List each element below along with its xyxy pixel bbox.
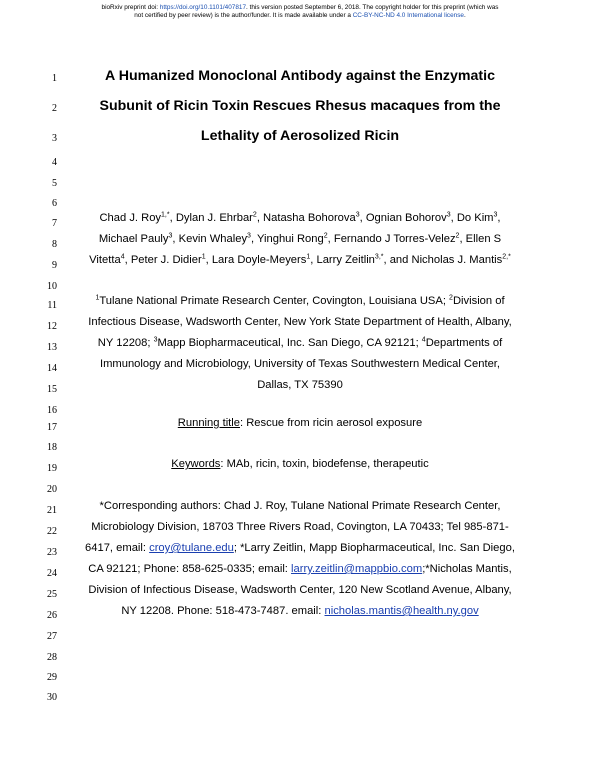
line-number: 30 <box>47 692 57 703</box>
preprint-header <box>0 4 600 20</box>
line-number: 19 <box>47 463 57 474</box>
author-name: Dylan J. Ehrbar <box>175 212 253 224</box>
keywords: Keywords: MAb, ricin, toxin, biodefense, therapeutic <box>171 458 429 470</box>
author-line-2: Michael Pauly$^3$, Kevin Whaley$^3$, Yinghui Rong$^2$, Fernando J Torres-Velez$^2$, Ellen S <box>98 232 502 245</box>
email-link-zeitlin[interactable]: larry.zeitlin@mappbio.com <box>291 563 423 575</box>
line-number: 28 <box>47 652 57 663</box>
line-number: 12 <box>47 321 57 332</box>
title-line-3: Lethality of Aerosolized Ricin <box>200 128 400 144</box>
author-name: Do Kim <box>456 212 494 224</box>
line-number: 18 <box>47 442 57 453</box>
line-number: 8 <box>52 239 57 250</box>
correspondence-line-1: *Corresponding authors: Chad J. Roy, Tulane National Primate Research Center, <box>99 500 501 512</box>
line-number: 17 <box>47 422 57 433</box>
author-affiliation: 1 <box>201 253 206 261</box>
author-name: Lara Doyle-Meyers <box>211 254 307 266</box>
author-name: Ellen S <box>465 233 502 245</box>
author-affiliation: 2 <box>252 211 257 219</box>
line-number: 22 <box>47 526 57 537</box>
correspondence-line-6: NY 12208. Phone: 518-473-7487. email: nicholas.mantis@health.ny.gov <box>121 605 479 617</box>
author-affiliation: 3 <box>446 211 451 219</box>
author-affiliation: 3 <box>247 232 251 240</box>
author-name: Vitetta <box>89 254 121 266</box>
author-affiliation: 4 <box>120 253 125 261</box>
line-number: 1 <box>52 73 57 84</box>
affiliation-line-5: Dallas, TX 75390 <box>257 379 343 391</box>
author-name: Ognian Bohorov <box>365 212 447 224</box>
email-link-mantis[interactable]: nicholas.mantis@health.ny.gov <box>324 605 479 617</box>
line-number: 27 <box>47 631 57 642</box>
line-number: 29 <box>47 672 57 683</box>
affiliation-line-3: NY 12208; $^3$Mapp Biopharmaceutical, Inc. San Diego, CA 92121; $^4$Departments of <box>97 336 503 349</box>
line-number: 20 <box>47 484 57 495</box>
line-number: 15 <box>47 384 57 395</box>
header-line-1: bioRxiv preprint doi: https://doi.org/10.1101/407817. this version posted September 6, 2018. The copyright holder for this preprint (which was <box>101 4 499 11</box>
line-number: 23 <box>47 547 57 558</box>
affiliation-line-1: $^1$Tulane National Primate Research Center, Covington, Louisiana USA; $^2$Division of <box>95 294 505 307</box>
author-affiliation: 3 <box>168 232 173 240</box>
author-name: Yinghui Rong <box>256 233 324 245</box>
author-name: Nicholas J. Mantis <box>411 254 503 266</box>
correspondence-line-4: CA 92121; Phone: 858-625-0335; email: larry.zeitlin@mappbio.com;*Nicholas Mantis, <box>88 563 512 575</box>
line-number: 13 <box>47 342 57 353</box>
author-line-3: Vitetta$^4$, Peter J. Didier$^1$, Lara Doyle-Meyers$^1$, Larry Zeitlin$^{3,*}$, and Nicholas J. Mantis$^{2,*}$ <box>89 253 511 266</box>
line-number: 4 <box>52 157 57 168</box>
title-line-1: A Humanized Monoclonal Antibody against the Enzymatic <box>105 68 495 84</box>
author-affiliation: 1,* <box>161 211 170 219</box>
line-number: 10 <box>47 281 57 292</box>
license-link[interactable]: CC-BY-NC-ND 4.0 International license <box>352 12 464 19</box>
author-affiliation: 2 <box>455 232 460 240</box>
running-title: Running title: Rescue from ricin aerosol exposure <box>177 417 423 429</box>
header-line-2: not certified by peer review) is the author/funder. It is made available under a CC-BY-NC-ND 4.0 International license. <box>134 12 466 19</box>
line-number: 25 <box>47 589 57 600</box>
affiliation-line-4: Immunology and Microbiology, University of Texas Southwestern Medical Center, <box>99 358 501 370</box>
author-affiliation: 2 <box>323 232 328 240</box>
author-line-1: Chad J. Roy$^{1,*}$, Dylan J. Ehrbar$^2$, Natasha Bohorova$^3$, Ognian Bohorov$^3$, Do Kim$^3$, <box>99 211 501 224</box>
author-name: Fernando J Torres-Velez <box>333 233 456 245</box>
author-affiliation: 3,* <box>374 253 384 261</box>
author-affiliation: 3 <box>355 211 360 219</box>
correspondence-line-2: Microbiology Division, 18703 Three Rivers Road, Covington, LA 70433; Tel 985-871- <box>91 521 509 533</box>
line-number: 7 <box>52 218 57 229</box>
line-number: 24 <box>47 568 57 579</box>
correspondence-line-3: 6417, email: croy@tulane.edu; *Larry Zeitlin, Mapp Biopharmaceutical, Inc. San Diego, <box>85 542 515 554</box>
line-number: 3 <box>52 133 57 144</box>
line-number: 21 <box>47 505 57 516</box>
affiliation-line-2: Infectious Disease, Wadsworth Center, New York State Department of Health, Albany, <box>88 316 512 328</box>
author-name: Michael Pauly <box>98 233 169 245</box>
author-name: Peter J. Didier <box>130 254 202 266</box>
author-affiliation: 3 <box>493 211 498 219</box>
author-name: Kevin Whaley <box>178 233 248 245</box>
line-number: 5 <box>52 178 57 189</box>
line-number: 2 <box>52 103 57 114</box>
author-name: Natasha Bohorova <box>263 212 356 224</box>
author-affiliation: 2,* <box>502 253 511 261</box>
line-number: 16 <box>47 405 57 416</box>
author-name: Chad J. Roy <box>99 212 162 224</box>
author-name: Larry Zeitlin <box>316 254 375 266</box>
line-number: 11 <box>47 300 57 311</box>
line-number: 26 <box>47 610 57 621</box>
doi-link[interactable]: https://doi.org/10.1101/407817 <box>159 4 247 11</box>
title-line-2: Subunit of Ricin Toxin Rescues Rhesus macaques from the <box>99 98 501 114</box>
line-number: 14 <box>47 363 57 374</box>
correspondence-line-5: Division of Infectious Disease, Wadsworth Center, 120 New Scotland Avenue, Albany, <box>88 584 512 596</box>
email-link-roy[interactable]: croy@tulane.edu <box>149 542 234 554</box>
line-number: 6 <box>52 198 57 209</box>
author-affiliation: 1 <box>306 253 311 261</box>
line-number: 9 <box>52 260 57 271</box>
